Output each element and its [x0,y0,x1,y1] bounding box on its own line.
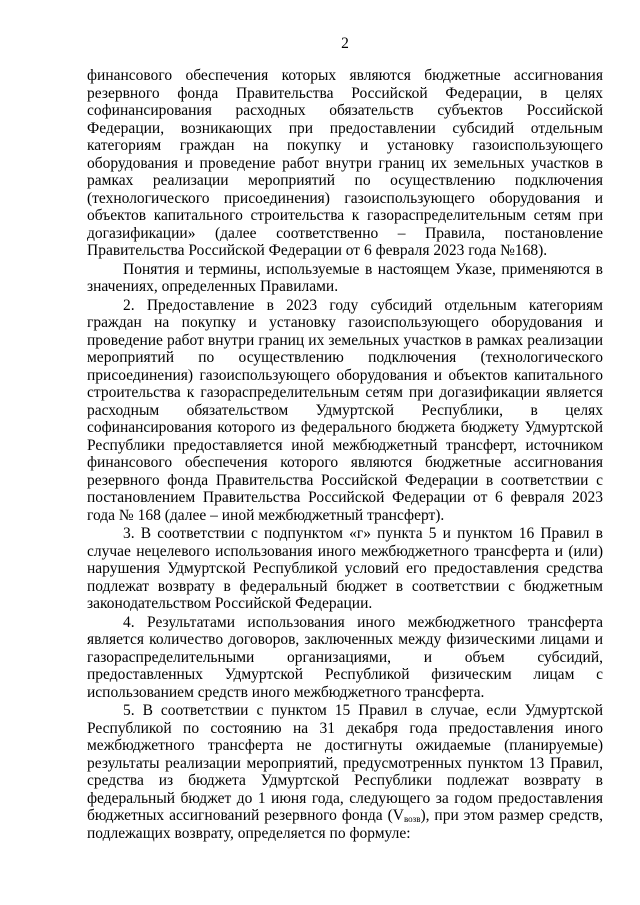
paragraph-item-5-text-before: 5. В соответствии с пунктом 15 Правил в случае, если Удмуртской Республикой по состоянию на 31 декабря года предоставления иного межбюджетного трансферта не достигнуты ожидаемые (планируемые) результаты реализации мероприятий, предусмотренных пунктом 13 Правил, средства из бюджета Удмуртской Республики подлежат возврату в федеральный бюджет до 1 июня года, следующего за годом предоставления бюджетных ассигнований резервного фонда (V [87,702,603,824]
paragraph-rules-definition: финансового обеспечения которых являются бюджетные ассигнования резервного фонда Правительства Российской Федерации, в целях софинансирования расходных обязательств субъектов Российской Федерации, возникающих при предоставлении субсидий отдельным категориям граждан на покупку и установку газоиспользующего оборудования и проведение работ внутри границ их земельных участков в рамках реализации мероприятий по осуществлению подключения (технологического присоединения) газоиспользующего оборудования и объектов капитального строительства к газораспределительным сетям при догазификации» (далее соответственно – Правила, постановление Правительства Российской Федерации от 6 февраля 2023 года №168). [87,67,603,259]
paragraph-item-5 [87,702,603,842]
paragraph-terms: Понятия и термины, используемые в настоящем Указе, применяются в значениях, определенных Правилами. [87,260,603,295]
page-number: 2 [341,35,349,52]
paragraph-item-3: 3. В соответствии с подпунктом «г» пункта 5 и пунктом 16 Правил в случае нецелевого использования иного межбюджетного трансферта и (или) нарушения Удмуртской Республикой условий его предоставления средства подлежат возврату в федеральный бюджет в соответствии с бюджетным законодательством Российской Федерации. [87,525,603,612]
paragraph-item-5-text-after: ), при этом размер средств, подлежащих возврату, определяется по формуле: [87,807,604,842]
paragraph-item-4: 4. Результатами использования иного межбюджетного трансферта является количество договоров, заключенных между физическими лицами и газораспределительными организациями, и объем субсидий, предоставленных Удмуртской Республикой физическим лицам с использованием средств иного межбюджетного трансферта. [87,613,603,701]
v-return-subscript: возв [403,814,421,824]
paragraph-item-2: 2. Предоставление в 2023 году субсидий отдельным категориям граждан на покупку и установку газоиспользующего оборудования и проведение работ внутри границ их земельных участков в рамках реализации мероприятий по осуществлению подключения (технологического присоединения) газоиспользующего оборудования и объектов капитального строительства к газораспределительным сетям при догазификации является расходным обязательством Удмуртской Республики, в целях софинансирования которого из федерального бюджета бюджету Удмуртской Республики предоставляется иной межбюджетный трансферт, источником финансового обеспечения которого являются бюджетные ассигнования резервного фонда Правительства Российской Федерации в соответствии с постановлением Правительства Российской Федерации от 6 февраля 2023 года № 168 (далее – иной межбюджетный трансферт). [87,296,603,524]
document-page [87,34,603,842]
